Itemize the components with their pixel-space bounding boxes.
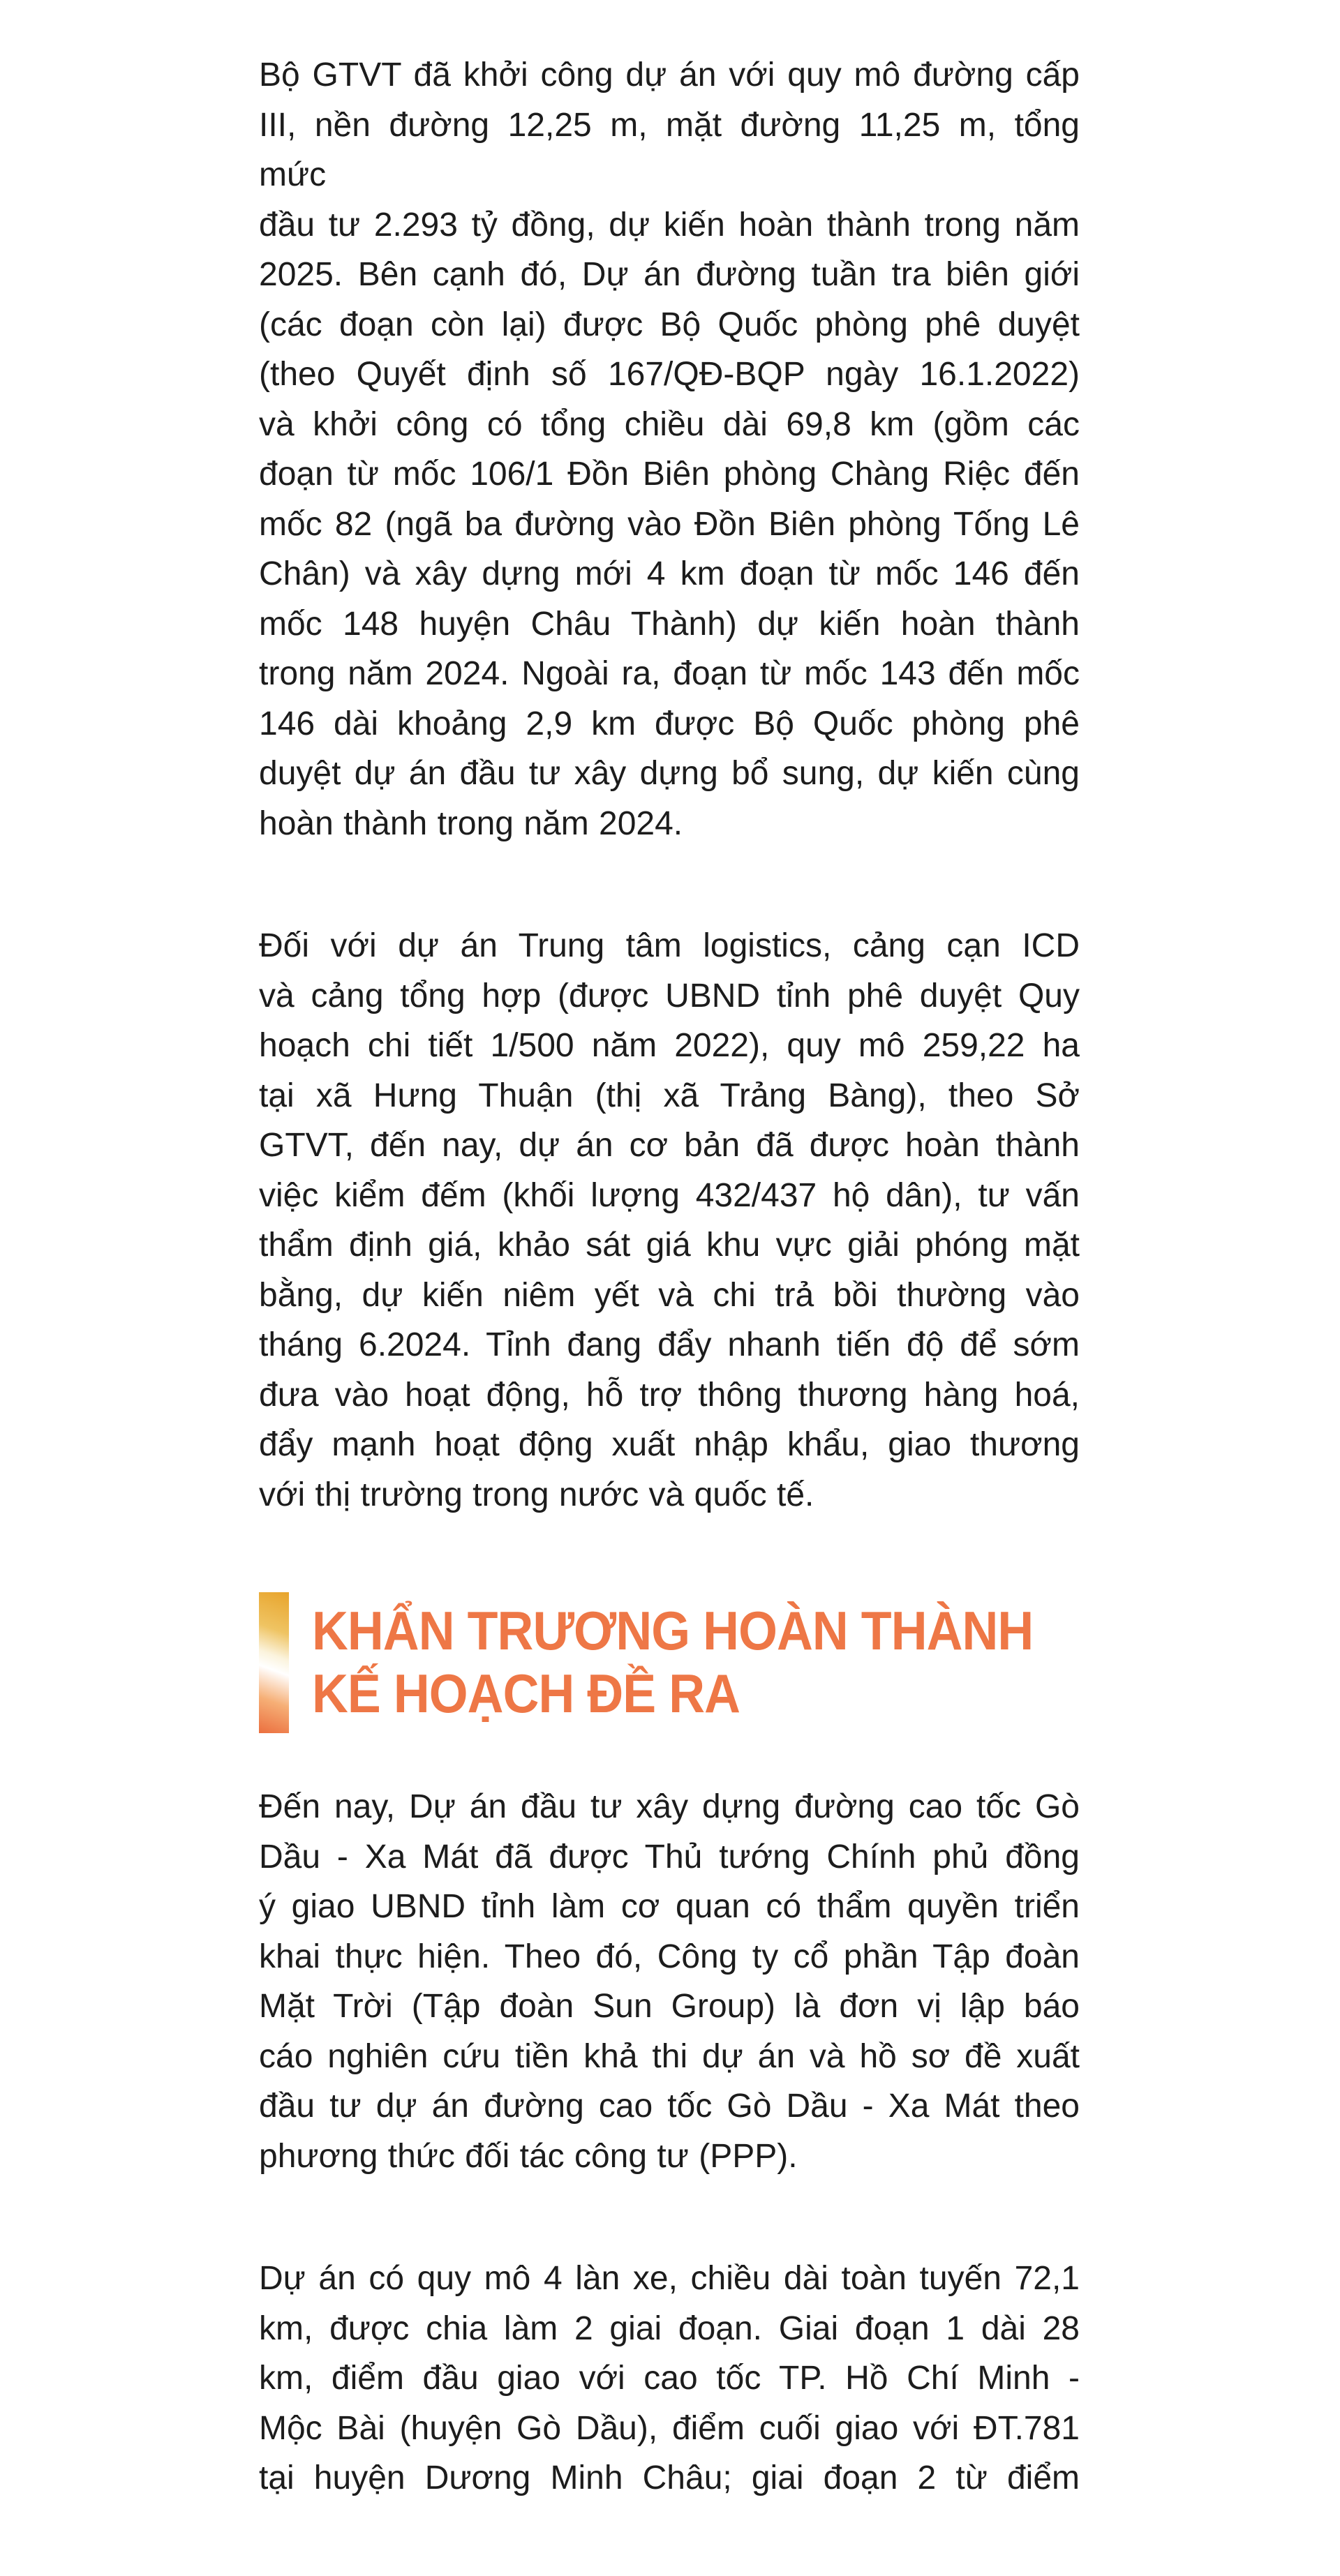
- text-line: duyệt dự án đầu tư xây dựng bổ sung, dự kiến cùng: [259, 755, 1080, 792]
- text-line: (các đoạn còn lại) được Bộ Quốc phòng phê duyệt: [259, 306, 1080, 343]
- text-line: hoạch chi tiết 1/500 năm 2022), quy mô 259,22 ha: [259, 1027, 1080, 1064]
- paragraph-4: [259, 2254, 1080, 2503]
- heading-line: KHẨN TRƯƠNG HOÀN THÀNH: [312, 1600, 1034, 1661]
- text-line: Dầu - Xa Mát đã được Thủ tướng Chính phủ đồng: [259, 1838, 1080, 1875]
- text-line: Dự án có quy mô 4 làn xe, chiều dài toàn tuyến 72,1: [259, 2260, 1080, 2297]
- text-line: Mặt Trời (Tập đoàn Sun Group) là đơn vị lập báo: [259, 1988, 1080, 2025]
- text-line: thẩm định giá, khảo sát giá khu vực giải phóng mặt: [259, 1227, 1080, 1264]
- text-line: hoàn thành trong năm 2024.: [259, 804, 683, 842]
- text-line: 146 dài khoảng 2,9 km được Bộ Quốc phòng phê: [259, 705, 1080, 742]
- text-line: tại huyện Dương Minh Châu; giai đoạn 2 từ điểm: [259, 2459, 1080, 2496]
- text-line: km, được chia làm 2 giai đoạn. Giai đoạn 1 dài 28: [259, 2309, 1080, 2347]
- text-line: việc kiểm đếm (khối lượng 432/437 hộ dân), tư vấn: [259, 1176, 1080, 1214]
- text-line: mốc 148 huyện Châu Thành) dự kiến hoàn thành: [259, 605, 1080, 643]
- text-line: bằng, dự kiến niêm yết và chi trả bồi thường vào: [259, 1276, 1080, 1314]
- article-column: [259, 50, 1080, 2576]
- text-line: tại xã Hưng Thuận (thị xã Trảng Bàng), theo Sở: [259, 1077, 1080, 1114]
- text-line: ý giao UBND tỉnh làm cơ quan có thẩm quyền triển: [259, 1888, 1080, 1925]
- text-line: đầu tư 2.293 tỷ đồng, dự kiến hoàn thành trong năm: [259, 206, 1080, 244]
- text-line: Bộ GTVT đã khởi công dự án với quy mô đường cấp: [259, 57, 1080, 93]
- section-heading-text: [312, 1592, 1033, 1725]
- paragraph-1: [259, 50, 1080, 848]
- heading-line: KẾ HOẠCH ĐỀ RA: [312, 1663, 740, 1724]
- section-heading: [259, 1592, 1080, 1733]
- text-line: và khởi công có tổng chiều dài 69,8 km (gồm các: [259, 405, 1080, 443]
- paragraph-2: [259, 921, 1080, 1520]
- paragraph-3: [259, 1782, 1080, 2181]
- text-line: phương thức đối tác công tư (PPP).: [259, 2137, 798, 2175]
- text-line: (theo Quyết định số 167/QĐ-BQP ngày 16.1.2022): [259, 356, 1080, 393]
- text-line: khai thực hiện. Theo đó, Công ty cổ phần Tập đoàn: [259, 1938, 1080, 1975]
- text-line: Mộc Bài (huyện Gò Dầu), điểm cuối giao với ĐT.781: [259, 2409, 1080, 2447]
- text-line: đầu tư dự án đường cao tốc Gò Dầu - Xa Mát theo: [259, 2088, 1080, 2125]
- text-line: 2025. Bên cạnh đó, Dự án đường tuần tra biên giới: [259, 256, 1080, 293]
- text-line: III, nền đường 12,25 m, mặt đường 11,25 m, tổng mức: [259, 106, 1080, 193]
- text-line: với thị trường trong nước và quốc tế.: [259, 1476, 814, 1513]
- heading-accent-bar: [259, 1592, 289, 1733]
- text-line: mốc 82 (ngã ba đường vào Đồn Biên phòng Tống Lê: [259, 505, 1080, 543]
- text-line: đoạn từ mốc 106/1 Đồn Biên phòng Chàng Riệc đến: [259, 456, 1080, 493]
- text-line: Chân) và xây dựng mới 4 km đoạn từ mốc 146 đến: [259, 555, 1080, 592]
- text-line: trong năm 2024. Ngoài ra, đoạn từ mốc 143 đến mốc: [259, 655, 1080, 692]
- text-line: đưa vào hoạt động, hỗ trợ thông thương hàng hoá,: [259, 1376, 1080, 1414]
- text-line: tháng 6.2024. Tỉnh đang đẩy nhanh tiến độ để sớm: [259, 1326, 1080, 1363]
- text-line: đẩy mạnh hoạt động xuất nhập khẩu, giao thương: [259, 1426, 1080, 1463]
- text-line: GTVT, đến nay, dự án cơ bản đã được hoàn thành: [259, 1127, 1080, 1164]
- text-line: km, điểm đầu giao với cao tốc TP. Hồ Chí Minh -: [259, 2360, 1080, 2397]
- text-line: Đối với dự án Trung tâm logistics, cảng cạn ICD: [259, 927, 1080, 964]
- text-line: và cảng tổng hợp (được UBND tỉnh phê duyệt Quy: [259, 977, 1080, 1014]
- text-line: Đến nay, Dự án đầu tư xây dựng đường cao tốc Gò: [259, 1788, 1080, 1825]
- text-line: cáo nghiên cứu tiền khả thi dự án và hồ sơ đề xuất: [259, 2037, 1080, 2075]
